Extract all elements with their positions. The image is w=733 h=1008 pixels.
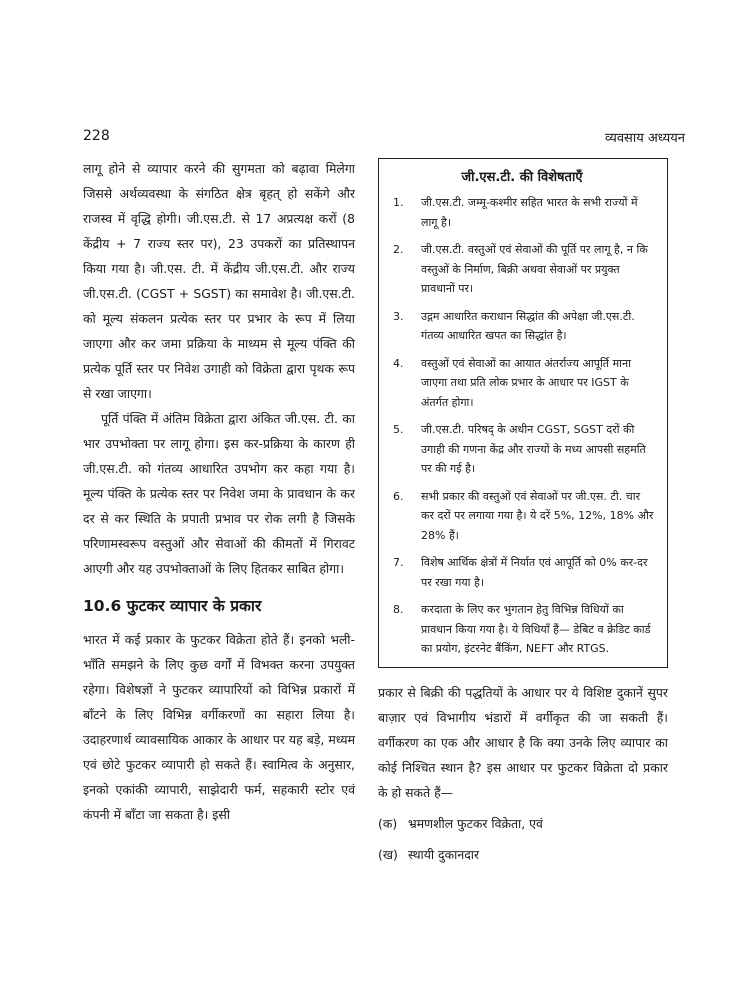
item-marker: (क) — [378, 816, 398, 831]
page-number: 228 — [83, 128, 110, 144]
box-title: जी.एस.टी. की विशेषताएँ — [461, 170, 583, 185]
left-column — [83, 156, 355, 827]
paragraph-gst-benefits: लागू होने से व्यापार करने की सुगमता को बढ़ावा मिलेगा जिससे अर्थव्यवस्था के संगठित क्षेत्र बृहत् हो सकेंगे और राजस्व में वृद्धि होगी। जी.एस.टी. से 17 अप्रत्यक्ष करों (8 केंद्रीय + 7 राज्य स्तर पर), 23 उपकरों का प्रतिस्थापन किया गया है। जी.एस. टी. में केंद्रीय जी.एस.टी. और राज्य जी.एस.टी. (CGST + SGST) का समावेश है। जी.एस.टी. को मूल्य संकलन प्रत्येक स्तर पर प्रभार के रूप में लिया जाएगा और कर जमा प्रक्रिया के माध्यम से मूल्य पंक्ति की प्रत्येक पूर्ति स्तर पर निवेश उगाही को विक्रेता द्वारा पृथक रूप से रखा जाएगा। — [83, 161, 355, 401]
list-item: 5. जी.एस.टी. परिषद् के अधीन CGST, SGST दरों की उगाही की गणना केंद्र और राज्यों के मध्य आपसी सहमति पर की गई है। — [393, 423, 646, 475]
list-item: 1. जी.एस.टी. जम्मू-कश्मीर सहित भारत के सभी राज्यों में लागू है। — [393, 196, 638, 229]
paragraph-store-classification: प्रकार से बिक्री की पद्धतियों के आधार पर ये विशिष्ट दुकानें सुपर बाज़ार एवं विभागीय भंडारों में वर्गीकृत की जा सकती हैं। वर्गीकरण का एक और आधार है कि क्या उनके लिए व्यापार का कोई निश्चित स्थान है? इस आधार पर फुटकर विक्रेता दो प्रकार के हो सकते हैं— — [378, 685, 668, 800]
list-item: 3. उद्गम आधारित कराधान सिद्धांत की अपेक्षा जी.एस.टी. गंतव्य आधारित खपत का सिद्धांत है। — [393, 309, 635, 342]
running-title: व्यवसाय अध्ययन — [604, 131, 685, 146]
list-item — [378, 842, 668, 867]
features-list — [389, 193, 655, 659]
list-item: 4. वस्तुओं एवं सेवाओं का आयात अंतर्राज्य आपूर्ति माना जाएगा तथा प्रति लोक प्रभार के आधार पर IGST के अंतर्गत होगा। — [393, 356, 631, 409]
section-heading: 10.6 फुटकर व्यापार के प्रकार — [83, 597, 262, 615]
item-text: भ्रमणशील फुटकर विक्रेता, एवं — [408, 816, 543, 831]
item-marker: (ख) — [378, 847, 398, 862]
page-header — [0, 128, 733, 148]
list-item: 6. सभी प्रकार की वस्तुओं एवं सेवाओं पर जी.एस. टी. चार कर दरों पर लगाया गया है। ये दरें 5%, 12%, 18% और 28% हैं। — [393, 489, 654, 542]
right-column — [378, 680, 668, 867]
list-item — [378, 811, 668, 836]
item-text: स्थायी दुकानदार — [408, 847, 480, 862]
list-item: 7. विशेष आर्थिक क्षेत्रों में निर्यात एवं आपूर्ति को 0% कर-दर पर रखा गया है। — [393, 556, 648, 589]
list-item: 8. करदाता के लिए कर भुगतान हेतु विभिन्न विधियों का प्रावधान किया गया है। ये विधियाँ हैं— डेबिट व क्रेडिट कार्ड का प्रयोग, इंटरनेट बैंकिंग, NEFT और RTGS. — [393, 603, 651, 655]
list-item: 2. जी.एस.टी. वस्तुओं एवं सेवाओं की पूर्ति पर लागू है, न कि वस्तुओं के निर्माण, बिक्री अथवा सेवाओं पर प्रयुक्त प्रावधानों पर। — [393, 243, 648, 295]
paragraph-retail-types: भारत में कई प्रकार के फुटकर विक्रेता होते हैं। इनको भली-भाँति समझने के लिए कुछ वर्गों में विभक्त करना उपयुक्त रहेगा। विशेषज्ञों ने फुटकर व्यापारियों को विभिन्न प्रकारों में बाँटने के लिए विभिन्न वर्गीकरणों का सहारा लिया है। उदाहरणार्थ व्यावसायिक आकार के आधार पर यह बड़े, मध्यम एवं छोटे फुटकर व्यापारी हो सकते हैं। स्वामित्व के अनुसार, इनको एकांकी व्यापारी, साझेदारी फर्म, सहकारी स्टोर एवं कंपनी में बाँटा जा सकता है। इसी — [83, 632, 355, 822]
paragraph-supply-chain: पूर्ति पंक्ति में अंतिम विक्रेता द्वारा अंकित जी.एस. टी. का भार उपभोक्ता पर लागू होगा। इस कर-प्रक्रिया के कारण ही जी.एस.टी. को गंतव्य आधारित उपभोग कर कहा गया है। मूल्य पंक्ति के प्रत्येक स्तर पर निवेश जमा के प्रावधान के कर दर से कर स्थिति के प्रपाती प्रभाव पर रोक लगी है जिसके परिणामस्वरूप वस्तुओं और सेवाओं की कीमतों में गिरावट आएगी और यह उपभोक्ताओं के लिए हितकर साबित होगा। — [83, 411, 355, 576]
gst-features-box — [378, 158, 668, 668]
